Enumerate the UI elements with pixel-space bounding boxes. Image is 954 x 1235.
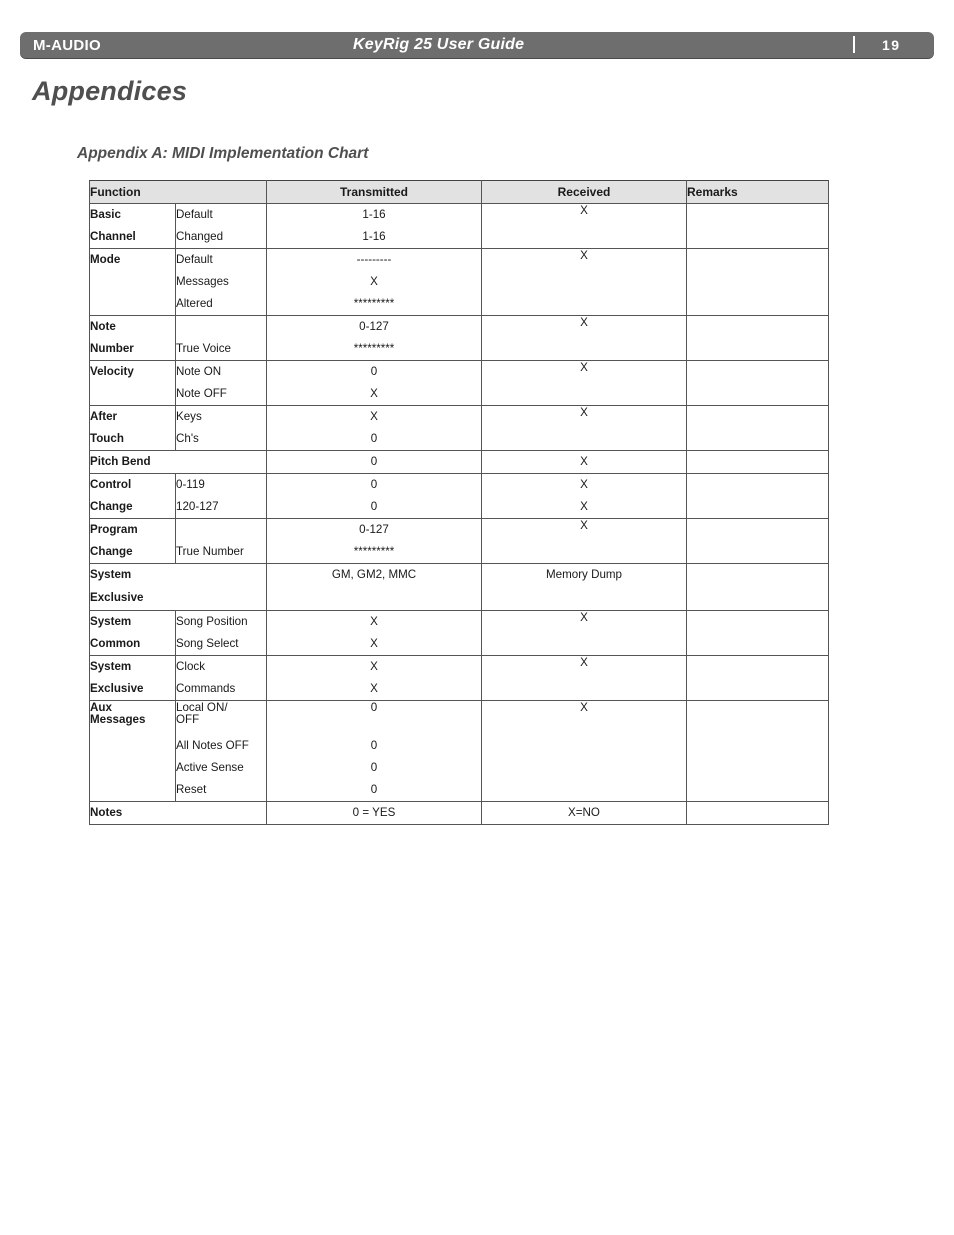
transmitted-cell: 0 0 <box>267 474 482 519</box>
table-row <box>90 802 829 825</box>
function-label: Mode <box>90 249 176 316</box>
function-label: Basic Channel <box>90 204 176 249</box>
function-sub: Song Position Song Select <box>176 611 267 656</box>
received-cell: X <box>482 406 687 451</box>
brand-logo: M-AUDIO <box>33 37 101 54</box>
remarks-cell <box>687 316 829 361</box>
transmitted-cell: 1-16 1-16 <box>267 204 482 249</box>
function-label: Notes <box>90 802 267 825</box>
remarks-cell <box>687 611 829 656</box>
transmitted-cell: 0 = YES <box>267 802 482 825</box>
received-cell: X <box>482 519 687 564</box>
transmitted-cell: --------- X ********* <box>267 249 482 316</box>
transmitted-cell: GM, GM2, MMC <box>267 564 482 611</box>
function-sub: True Number <box>176 519 267 564</box>
function-sub: Local ON/ OFF All Notes OFF Active Sense Reset <box>176 701 267 802</box>
function-label: Pitch Bend <box>90 451 267 474</box>
table-row <box>90 519 829 564</box>
received-cell: X <box>482 361 687 406</box>
table-row <box>90 204 829 249</box>
col-header-received: Received <box>482 181 687 204</box>
function-label: Aux Messages <box>90 701 176 802</box>
function-label: After Touch <box>90 406 176 451</box>
transmitted-cell: X X <box>267 656 482 701</box>
midi-implementation-table <box>89 180 829 825</box>
remarks-cell <box>687 451 829 474</box>
function-sub: 0-119 120-127 <box>176 474 267 519</box>
table-row <box>90 611 829 656</box>
table-row <box>90 564 829 611</box>
transmitted-cell: X X <box>267 611 482 656</box>
table-row <box>90 451 829 474</box>
function-sub: Default Messages Altered <box>176 249 267 316</box>
remarks-cell <box>687 406 829 451</box>
transmitted-cell: X 0 <box>267 406 482 451</box>
header-bar <box>20 32 934 58</box>
received-cell: X=NO <box>482 802 687 825</box>
received-cell: X X <box>482 474 687 519</box>
received-cell: Memory Dump <box>482 564 687 611</box>
function-label: System Exclusive <box>90 564 267 611</box>
remarks-cell <box>687 701 829 802</box>
remarks-cell <box>687 519 829 564</box>
page-title: Appendices <box>32 76 188 106</box>
col-header-remarks: Remarks <box>687 181 829 204</box>
remarks-cell <box>687 802 829 825</box>
table-row <box>90 474 829 519</box>
remarks-cell <box>687 474 829 519</box>
remarks-cell <box>687 204 829 249</box>
function-label: Program Change <box>90 519 176 564</box>
guide-title: KeyRig 25 User Guide <box>353 36 525 53</box>
received-cell: X <box>482 451 687 474</box>
table-row <box>90 316 829 361</box>
transmitted-cell: 0 0 0 0 <box>267 701 482 802</box>
received-cell: X <box>482 204 687 249</box>
table-header-row <box>90 181 829 204</box>
remarks-cell <box>687 564 829 611</box>
transmitted-cell: 0 <box>267 451 482 474</box>
function-sub: Keys Ch's <box>176 406 267 451</box>
function-sub: True Voice <box>176 316 267 361</box>
transmitted-cell: 0-127 ********* <box>267 316 482 361</box>
remarks-cell <box>687 656 829 701</box>
remarks-cell <box>687 361 829 406</box>
table-row <box>90 701 829 802</box>
function-sub: Default Changed <box>176 204 267 249</box>
table-row <box>90 656 829 701</box>
transmitted-cell: 0-127 ********* <box>267 519 482 564</box>
received-cell: X <box>482 656 687 701</box>
function-label: System Common <box>90 611 176 656</box>
function-sub: Note ON Note OFF <box>176 361 267 406</box>
transmitted-cell: 0 X <box>267 361 482 406</box>
function-label: Note Number <box>90 316 176 361</box>
received-cell: X <box>482 249 687 316</box>
table-row <box>90 361 829 406</box>
remarks-cell <box>687 249 829 316</box>
table-row <box>90 406 829 451</box>
page-number: 19 <box>882 37 901 53</box>
received-cell: X <box>482 701 687 802</box>
function-sub: Clock Commands <box>176 656 267 701</box>
col-header-function: Function <box>90 181 267 204</box>
function-label: Velocity <box>90 361 176 406</box>
table-row <box>90 249 829 316</box>
header-divider <box>853 36 855 53</box>
received-cell: X <box>482 611 687 656</box>
col-header-transmitted: Transmitted <box>267 181 482 204</box>
received-cell: X <box>482 316 687 361</box>
function-label: Control Change <box>90 474 176 519</box>
function-label: System Exclusive <box>90 656 176 701</box>
section-title: Appendix A: MIDI Implementation Chart <box>77 145 369 162</box>
